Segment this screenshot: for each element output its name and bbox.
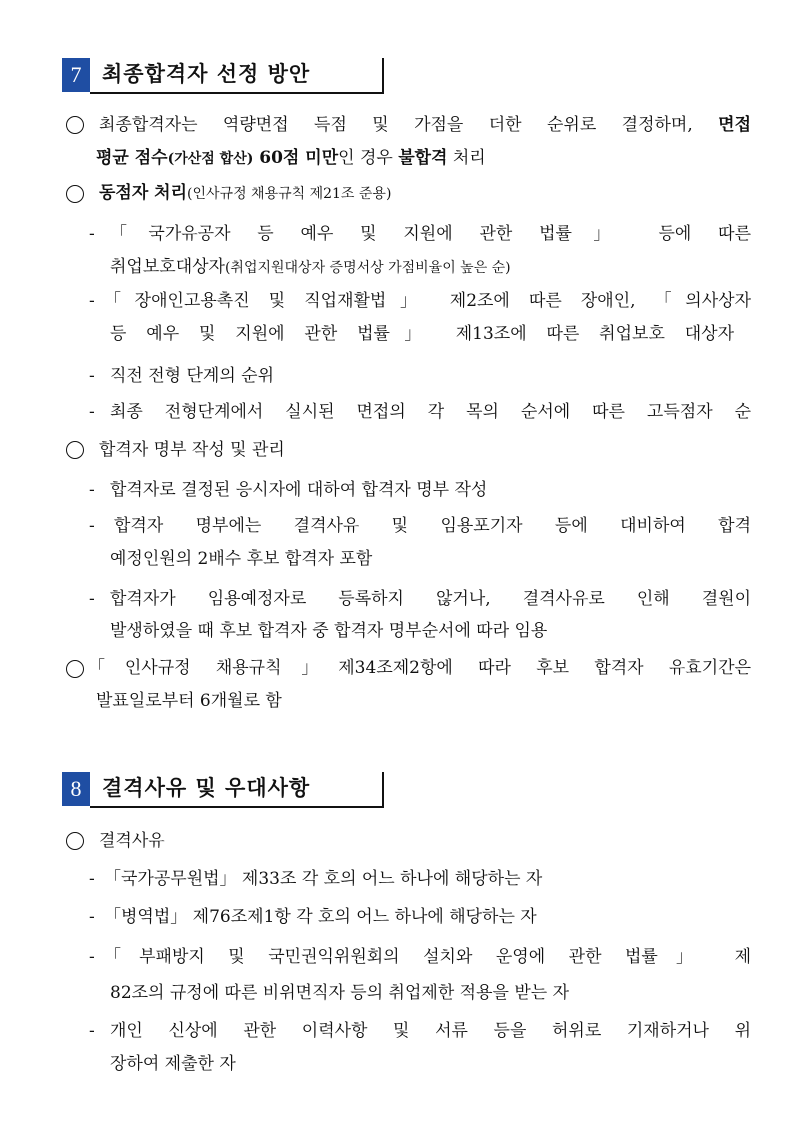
list-item: 최종 전형단계에서 실시된 면접의 각 목의 순서에 따른 고득점자 순 xyxy=(110,402,751,422)
bold-text: 불합격 xyxy=(398,148,448,168)
list-item: 예정인원의 2배수 후보 합격자 포함 xyxy=(110,549,373,569)
dash-bullet: - xyxy=(89,516,95,536)
bullet-circle xyxy=(66,660,84,678)
list-item: 발생하였을 때 후보 합격자 중 합격자 명부순서에 따라 임용 xyxy=(110,621,548,641)
dash-bullet: - xyxy=(89,589,95,609)
list-item: 합격자로 결정된 응시자에 대하여 합격자 명부 작성 xyxy=(110,480,488,500)
list-item: 「국가공무원법」 제33조 각 호의 어느 하나에 해당하는 자 xyxy=(104,869,543,889)
dash-bullet: - xyxy=(89,224,95,244)
list-item: 등 예우 및 지원에 관한 법률」 제13조에 따른 취업보호 대상자 xyxy=(110,324,734,344)
text: (취업지원대상자 증명서상 가점비율이 높은 순) xyxy=(224,260,511,276)
bullet-circle xyxy=(66,116,84,134)
dash-bullet: - xyxy=(89,907,95,927)
bold-text: 평균 점수 xyxy=(96,148,168,168)
list-item: 직전 전형 단계의 순위 xyxy=(110,366,275,386)
bold-text: 60점 미만 xyxy=(253,148,339,168)
text: 취업보호대상자 xyxy=(110,257,225,277)
paragraph-line: 발표일로부터 6개월로 함 xyxy=(96,691,282,711)
header-underline xyxy=(90,92,384,94)
text: 인 경우 xyxy=(338,148,399,168)
section-7-header xyxy=(62,58,384,94)
dash-bullet: - xyxy=(89,480,95,500)
header-right-rule xyxy=(382,58,384,94)
dash-bullet: - xyxy=(89,366,95,386)
section-8-header xyxy=(62,772,384,808)
paragraph-line: 결격사유 xyxy=(99,831,165,851)
list-item: 합격자 명부에는 결격사유 및 임용포기자 등에 대비하여 합격 xyxy=(114,516,751,536)
bold-text: (가산점 합산) xyxy=(167,151,254,167)
header-right-rule xyxy=(382,772,384,808)
paragraph-line: 「인사규정 채용규칙」제34조제2항에 따라 후보 합격자 유효기간은 xyxy=(88,658,751,678)
list-item: 장하여 제출한 자 xyxy=(110,1054,236,1074)
list-item: 「장애인고용촉진 및 직업재활법」 제2조에 따른 장애인, 「의사상자 xyxy=(104,291,751,311)
bullet-circle xyxy=(66,441,84,459)
header-underline xyxy=(90,806,384,808)
bullet-circle xyxy=(66,185,84,203)
bold-text: 동점자 처리 xyxy=(99,183,188,203)
dash-bullet: - xyxy=(89,402,95,422)
paragraph-line xyxy=(99,114,751,136)
list-item: 합격자가 임용예정자로 등록하지 않거나, 결격사유로 인해 결원이 xyxy=(110,589,751,609)
section-title: 최종합격자 선정 방안 xyxy=(102,62,311,86)
paragraph-line xyxy=(99,182,391,205)
paragraph-line: 합격자 명부 작성 및 관리 xyxy=(99,440,285,460)
dash-bullet: - xyxy=(89,947,95,967)
list-item: 개인 신상에 관한 이력사항 및 서류 등을 허위로 기재하거나 위 xyxy=(110,1021,751,1041)
bullet-circle xyxy=(66,832,84,850)
text: 처리 xyxy=(447,148,486,168)
section-number: 8 xyxy=(62,772,90,806)
section-number: 7 xyxy=(62,58,90,92)
text: (인사규정 채용규칙 제21조 준용) xyxy=(187,186,392,202)
list-item: 82조의 규정에 따른 비위면직자 등의 취업제한 적용을 받는 자 xyxy=(110,983,569,1003)
list-item: 「병역법」 제76조제1항 각 호의 어느 하나에 해당하는 자 xyxy=(104,907,537,927)
bold-text: 면접 xyxy=(718,115,751,135)
paragraph-line xyxy=(96,147,486,170)
dash-bullet: - xyxy=(89,291,95,311)
dash-bullet: - xyxy=(89,869,95,889)
section-title: 결격사유 및 우대사항 xyxy=(102,776,311,800)
list-item xyxy=(110,256,511,279)
list-item: 「부패방지 및 국민권익위원회의 설치와 운영에 관한 법률」 제 xyxy=(104,947,751,967)
text: 최종합격자는 역량면접 득점 및 가점을 더한 순위로 결정하며, xyxy=(99,115,719,135)
list-item: 「국가유공자 등 예우 및 지원에 관한 법률」 등에 따른 xyxy=(110,224,751,244)
dash-bullet: - xyxy=(89,1021,95,1041)
